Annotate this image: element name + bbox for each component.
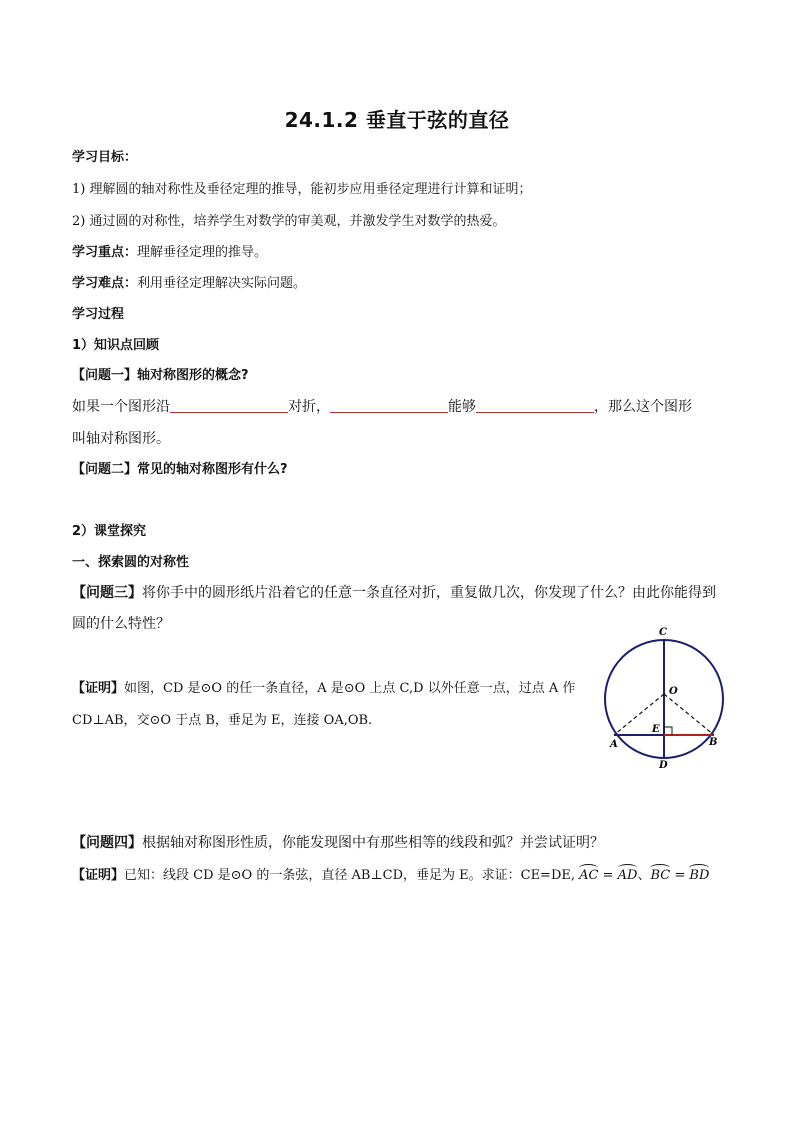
objective-item-1: 1) 理解圆的轴对称性及垂径定理的推导，能初步应用垂径定理进行计算和证明； <box>72 182 532 197</box>
key-point-text: 理解垂径定理的推导。 <box>137 245 268 260</box>
explore-heading: 2）课堂探究 <box>72 524 147 539</box>
fill-in-sentence <box>72 396 692 416</box>
answer-blank-2[interactable] <box>330 398 448 413</box>
question-4 <box>72 832 604 852</box>
arc-bd: BD <box>689 868 710 883</box>
label-c: C <box>659 627 667 638</box>
fill-part-3: 能够 <box>448 399 476 415</box>
question-4-text: 根据轴对称图形性质，你能发现图中有那些相等的线段和弧？并尝试证明？ <box>142 835 604 851</box>
process-heading: 学习过程 <box>72 307 125 322</box>
question-1-label: 【问题一】 <box>72 368 138 383</box>
proof-2-text: 已知：线段 CD 是⊙O 的一条弦，直径 AB⊥CD，垂足为 E。求证：CE=DE, <box>124 868 575 883</box>
proof-1-label: 【证明】 <box>72 681 125 696</box>
label-o: O <box>669 686 678 697</box>
question-2 <box>72 458 288 477</box>
proof-2-label: 【证明】 <box>72 868 125 883</box>
circle-diagram <box>598 622 738 772</box>
explore-sub-heading: 一、探索圆的对称性 <box>72 555 190 570</box>
proof-1 <box>72 677 575 696</box>
difficulty-label: 学习难点： <box>72 276 138 291</box>
fill-part-4: ，那么这个图形 <box>594 399 692 415</box>
question-3-label: 【问题三】 <box>72 585 142 601</box>
question-3-line-1: 将你手中的圆形纸片沿着它的任意一条直径对折，重复做几次，你发现了什么？由此你能得到 <box>142 585 716 601</box>
equals-2: = <box>670 868 690 883</box>
right-angle-mark <box>664 727 672 735</box>
difficulty-text: 利用垂径定理解决实际问题。 <box>137 276 307 291</box>
answer-blank-3[interactable] <box>476 398 594 413</box>
question-4-label: 【问题四】 <box>72 835 142 851</box>
question-1-text: 轴对称图形的概念? <box>137 368 249 383</box>
label-b: B <box>709 737 718 748</box>
arc-ac: AC <box>579 868 599 883</box>
question-2-text: 常见的轴对称图形有什么? <box>137 462 288 477</box>
objective-item-2: 2) 通过圆的对称性，培养学生对数学的审美观，并激发学生对数学的热爱。 <box>72 214 506 229</box>
review-heading: 1）知识点回顾 <box>72 338 160 353</box>
key-point <box>72 241 267 260</box>
arc-bc: BC <box>650 868 671 883</box>
separator: 、 <box>637 868 651 883</box>
fill-in-line-2: 叫轴对称图形。 <box>72 431 170 447</box>
question-2-label: 【问题二】 <box>72 462 138 477</box>
label-a: A <box>610 739 618 750</box>
proof-1-line-2: CD⊥AB，交⊙O 于点 B，垂足为 E，连接 OA,OB. <box>72 713 373 728</box>
fill-part-1: 如果一个图形沿 <box>72 399 170 415</box>
question-3-line-2: 圆的什么特性？ <box>72 616 170 632</box>
page-title: 24.1.2 垂直于弦的直径 <box>284 108 510 132</box>
objectives-heading: 学习目标： <box>72 150 138 165</box>
answer-blank-1[interactable] <box>170 398 288 413</box>
fill-part-2: 对折， <box>288 399 330 415</box>
key-point-label: 学习重点： <box>72 245 138 260</box>
question-3 <box>72 582 716 602</box>
question-1 <box>72 364 249 383</box>
arc-ad: AD <box>617 868 638 883</box>
equals-1: = <box>598 868 618 883</box>
label-d: D <box>659 760 668 771</box>
difficulty <box>72 272 306 291</box>
proof-2 <box>72 864 709 883</box>
label-e: E <box>652 724 660 735</box>
proof-1-line-1: 如图，CD 是⊙O 的任一条直径，A 是⊙O 上点 C,D 以外任意一点，过点 A 作 <box>124 681 576 696</box>
